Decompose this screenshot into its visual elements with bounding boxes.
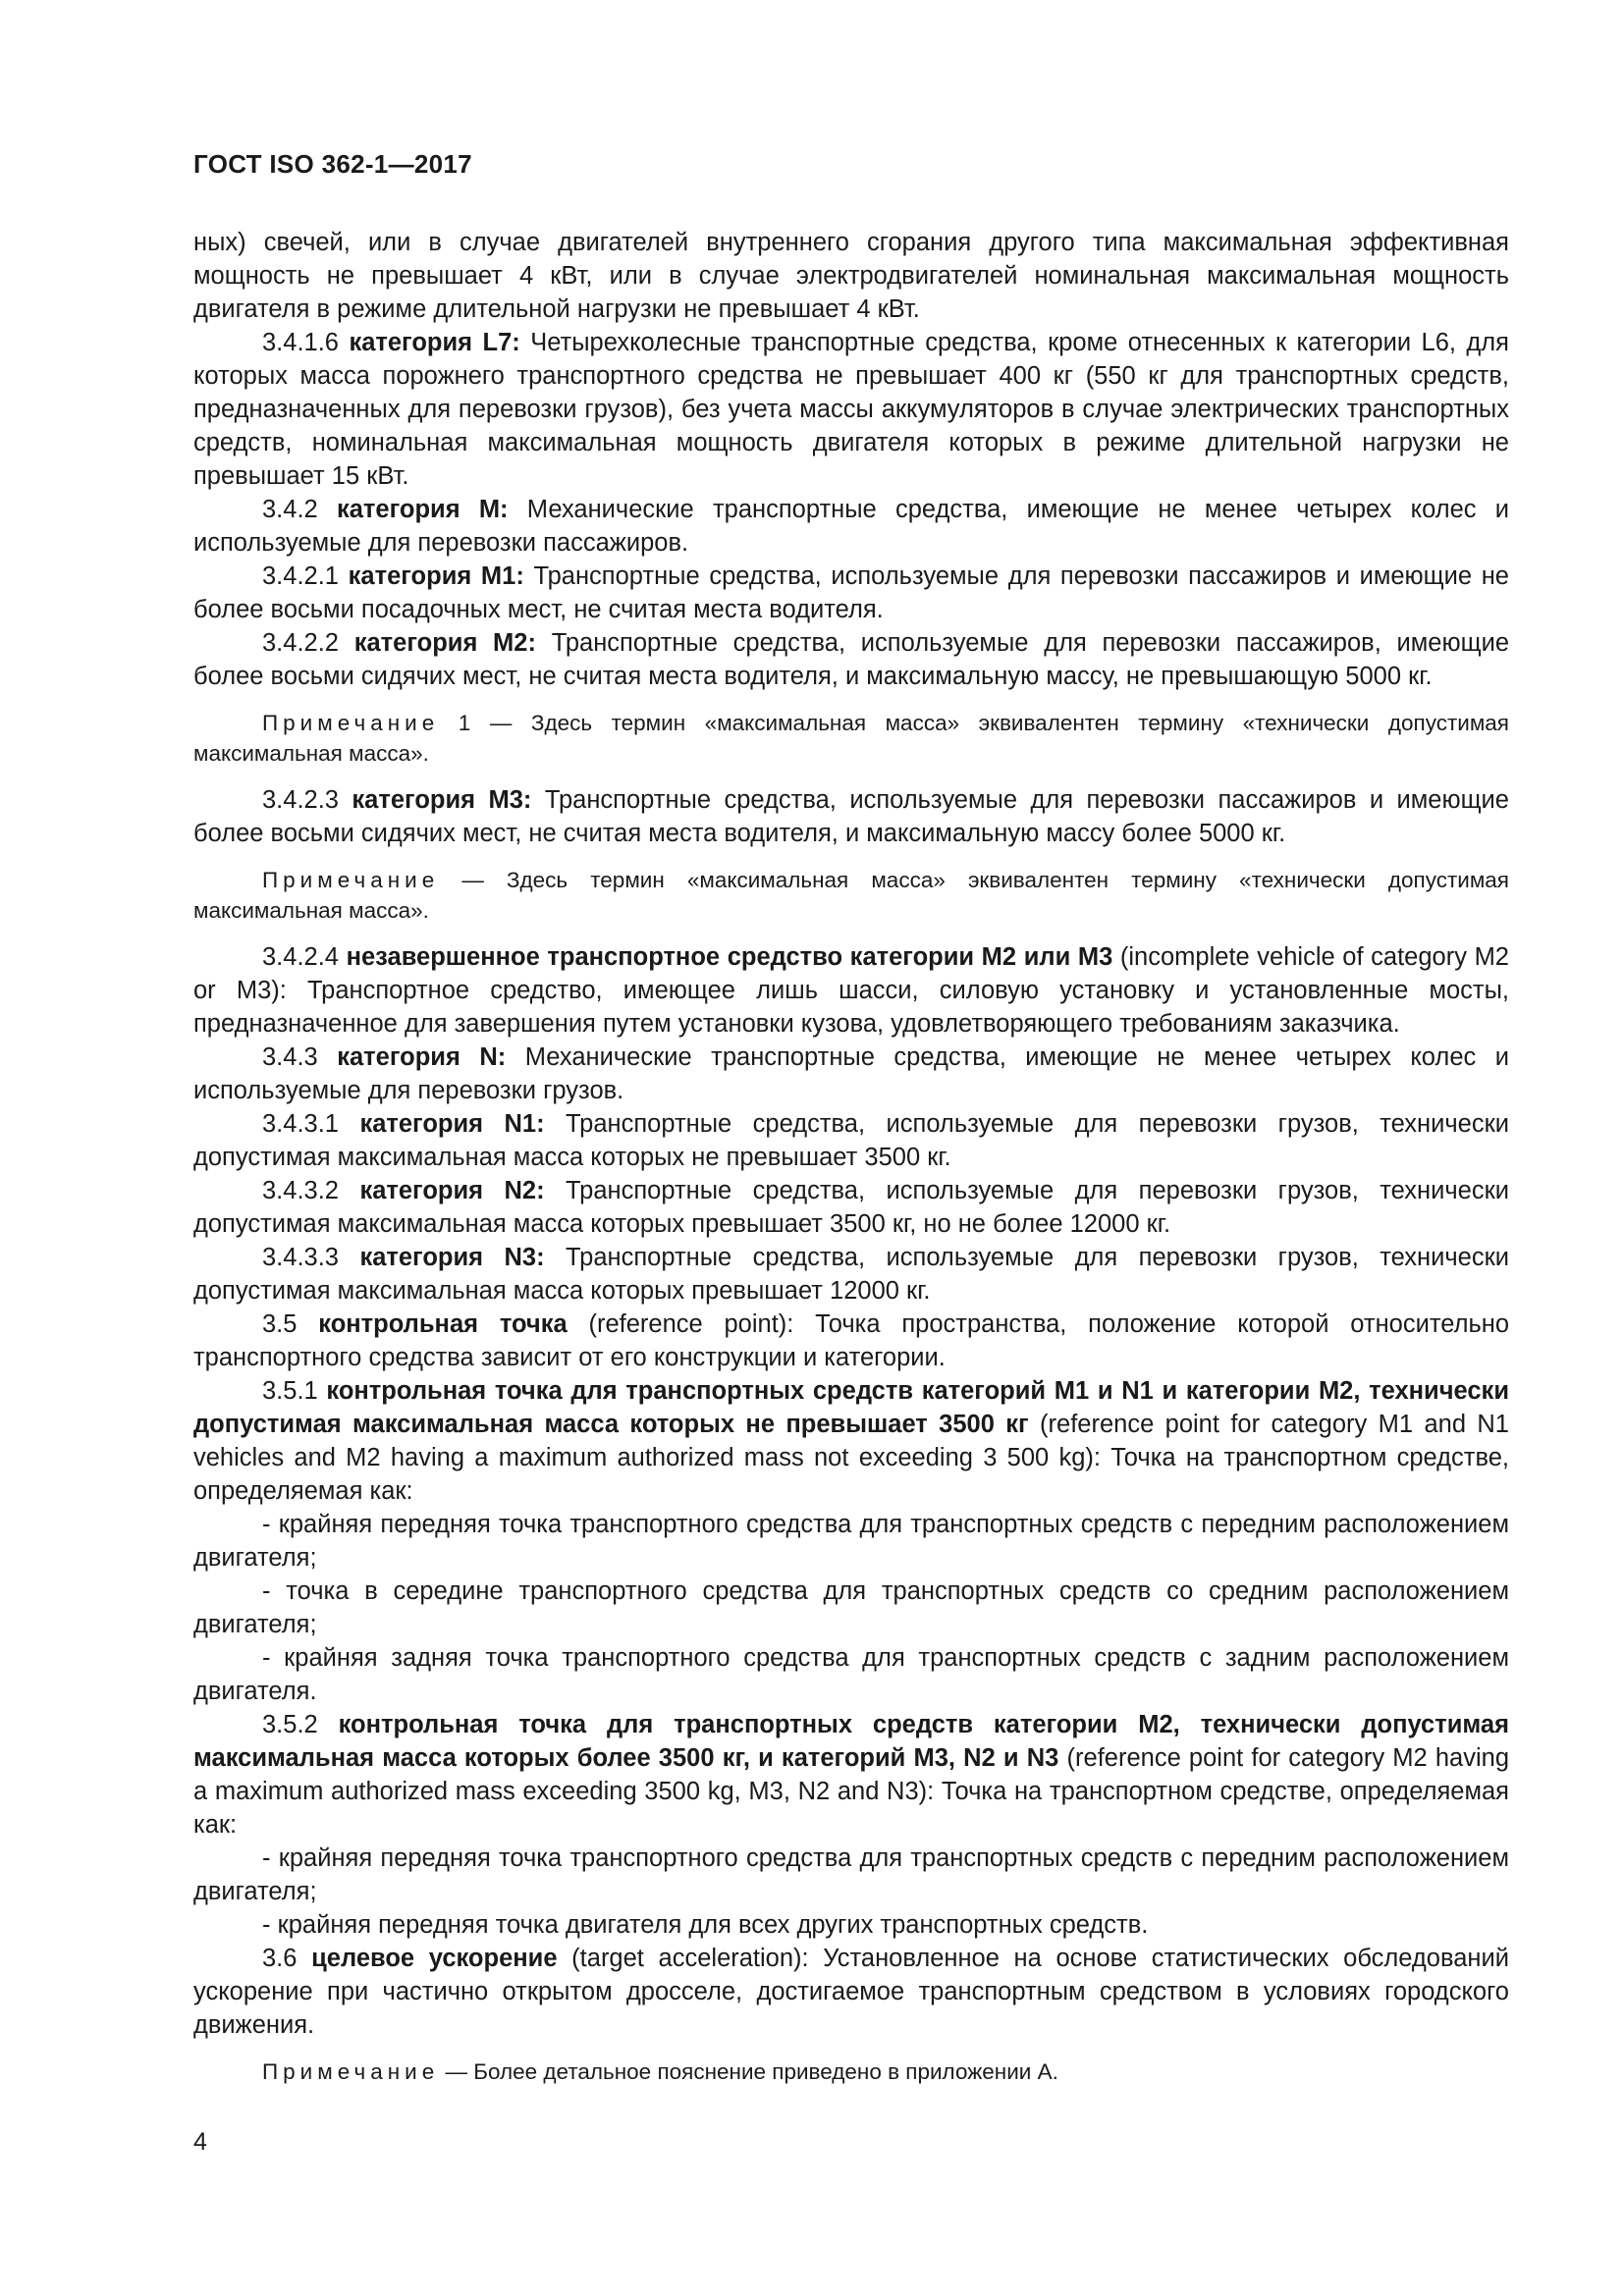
- clause-number: 3.4.1.6: [262, 329, 350, 356]
- clause-3-5: [193, 1308, 1509, 1374]
- clause-3-4-3-2: [193, 1174, 1509, 1241]
- clause-term: целевое ускорение: [311, 1945, 558, 1972]
- clause-text: Транспортные средства, используемые для перевозки пассажиров, имеющие более восьми сидячих мест, не считая места водителя, и максимальную массу, не превышающую 5000 кг.: [193, 629, 1510, 690]
- clause-text: Транспортные средства, используемые для перевозки грузов, технически допустимая максимальная масса которых превышает 3500 кг, но не более 12000 кг.: [193, 1177, 1509, 1238]
- clause-3-4-2-4: [193, 940, 1509, 1041]
- clause-3-4-3: [193, 1041, 1509, 1107]
- clause-number: 3.4.2.2: [262, 629, 354, 657]
- clause-3-4-3-3: [193, 1241, 1509, 1308]
- clause-3-4-2-3: [193, 783, 1509, 850]
- document-header: ГОСТ ISO 362-1—2017: [193, 149, 472, 179]
- clause-term: категория М2:: [353, 629, 536, 657]
- clause-text: Транспортные средства, используемые для перевозки грузов, технически допустимая максимальная масса которых не превышает 3500 кг.: [193, 1110, 1509, 1171]
- clause-number: 3.6: [262, 1945, 312, 1972]
- clause-text: Механические транспортные средства, имеющие не менее четырех колес и используемые для перевозки пассажиров.: [193, 496, 1509, 557]
- clause-number: 3.5.2: [262, 1711, 339, 1738]
- clause-number: 3.4.3.3: [262, 1244, 360, 1271]
- list-item: - крайняя передняя точка транспортного средства для транспортных средств с передним расположением двигателя;: [193, 1844, 1509, 1905]
- clause-number: 3.4.3.2: [262, 1177, 360, 1204]
- clause-text: (reference point): Точка пространства, положение которой относительно транспортного средства зависит от его конструкции и категории.: [193, 1310, 1509, 1371]
- clause-text: Транспортные средства, используемые для перевозки пассажиров и имеющие более восьми сидячих мест, не считая места водителя, и максимальную массу более 5000 кг.: [193, 786, 1509, 847]
- clause-3-4-2-1: [193, 560, 1509, 626]
- clause-3-4-2: [193, 493, 1509, 560]
- intro-paragraph: ных) свечей, или в случае двигателей внутреннего сгорания другого типа максимальная эффективная мощность не превышает 4 кВт, или в случае электродвигателей номинальная максимальная мощность двигателя в режиме длительной нагрузки не превышает 4 кВт.: [193, 229, 1509, 323]
- note-label: Примечание: [262, 2059, 440, 2084]
- clause-number: 3.4.2: [262, 496, 337, 523]
- list-item: - крайняя передняя точка двигателя для всех других транспортных средств.: [262, 1911, 1149, 1939]
- clause-text: (reference point for category M1 and N1 vehicles and M2 having a maximum authorized mass not exceeding 3 500 kg): Точка на транспортном средстве, определяемая как:: [193, 1411, 1509, 1505]
- list-item: - крайняя задняя точка транспортного средства для транспортных средств с задним расположением двигателя.: [193, 1644, 1509, 1705]
- page-number: 4: [193, 2128, 207, 2156]
- note-2: [193, 865, 1509, 926]
- clause-term: категория N2:: [359, 1177, 545, 1204]
- clause-3-4-3-1: [193, 1107, 1509, 1174]
- clause-text: Механические транспортные средства, имеющие не менее четырех колес и используемые для перевозки грузов.: [193, 1043, 1509, 1104]
- clause-3-4-1-6: [193, 326, 1509, 493]
- clause-3-4-2-2: [193, 626, 1509, 693]
- note-3: [193, 2056, 1509, 2087]
- clause-term: категория N1:: [359, 1110, 545, 1138]
- note-1: [193, 708, 1509, 769]
- clause-term: контрольная точка для транспортных средств категории М2, технически допустимая максимальная масса которых более 3500 кг, и категорий М3, N2 и N3: [193, 1711, 1509, 1772]
- clause-3-6: [193, 1942, 1509, 2042]
- clause-term: категория N3:: [359, 1244, 545, 1271]
- note-text: — Более детальное пояснение приведено в приложении А.: [439, 2059, 1058, 2084]
- clause-term: категория L7:: [349, 329, 520, 356]
- clause-term: контрольная точка для транспортных средств категорий М1 и N1 и категории М2, технически допустимая максимальная масса которых не превышает 3500 кг: [193, 1377, 1509, 1438]
- clause-term: категория М3:: [352, 786, 532, 814]
- note-text: 1 — Здесь термин «максимальная масса» эквивалентен термину «технически допустимая максимальная масса».: [193, 711, 1509, 766]
- clause-number: 3.4.2.4: [262, 943, 347, 971]
- document-body: [193, 226, 1509, 2102]
- clause-text: Транспортные средства, используемые для перевозки пассажиров и имеющие не более восьми посадочных мест, не считая места водителя.: [193, 562, 1509, 623]
- clause-number: 3.4.2.3: [262, 786, 352, 814]
- clause-number: 3.5.1: [262, 1377, 327, 1405]
- clause-number: 3.4.3: [262, 1043, 338, 1071]
- clause-term: категория М1:: [348, 562, 524, 590]
- note-label: Примечание: [262, 711, 440, 735]
- clause-text: (target acceleration): Установленное на основе статистических обследований ускорение при частично открытом дросселе, достигаемое транспортным средством в условиях городского движения.: [193, 1945, 1509, 2039]
- clause-number: 3.4.3.1: [262, 1110, 360, 1138]
- clause-term: категория М:: [336, 496, 509, 523]
- clause-text: (incomplete vehicle of category M2 or M3): Транспортное средство, имеющее лишь шасси, силовую установку и установленные мосты, предназначенное для завершения путем установки кузова, удовлетворяющего требованиям заказчика.: [193, 943, 1509, 1038]
- clause-term: контрольная точка: [318, 1310, 568, 1338]
- note-label: Примечание: [262, 868, 440, 892]
- clause-term: категория N:: [337, 1043, 507, 1071]
- clause-number: 3.5: [262, 1310, 319, 1338]
- clause-text: (reference point for category M2 having a maximum authorized mass exceeding 3500 kg, M3, N2 and N3): Точка на транспортном средстве, определяемая как:: [193, 1744, 1509, 1839]
- clause-text: Транспортные средства, используемые для перевозки грузов, технически допустимая максимальная масса которых превышает 12000 кг.: [193, 1244, 1509, 1305]
- clause-3-5-1: [193, 1374, 1509, 1508]
- clause-text: Четырехколесные транспортные средства, кроме отнесенных к категории L6, для которых масса порожнего транспортного средства не превышает 400 кг (550 кг для транспортных средств, предназначенных для перевозки грузов), без учета массы аккумуляторов в случае электрических транспортных средств, номинальная максимальная мощность двигателя которых в режиме длительной нагрузки не превышает 15 кВт.: [193, 329, 1509, 490]
- clause-number: 3.4.2.1: [262, 562, 349, 590]
- clause-3-5-2: [193, 1708, 1509, 1842]
- list-item: - точка в середине транспортного средства для транспортных средств со средним расположением двигателя;: [193, 1577, 1509, 1638]
- note-text: — Здесь термин «максимальная масса» эквивалентен термину «технически допустимая максимальная масса».: [193, 868, 1509, 923]
- list-item: - крайняя передняя точка транспортного средства для транспортных средств с передним расположением двигателя;: [193, 1511, 1509, 1572]
- clause-term: незавершенное транспортное средство категории М2 или М3: [346, 943, 1113, 971]
